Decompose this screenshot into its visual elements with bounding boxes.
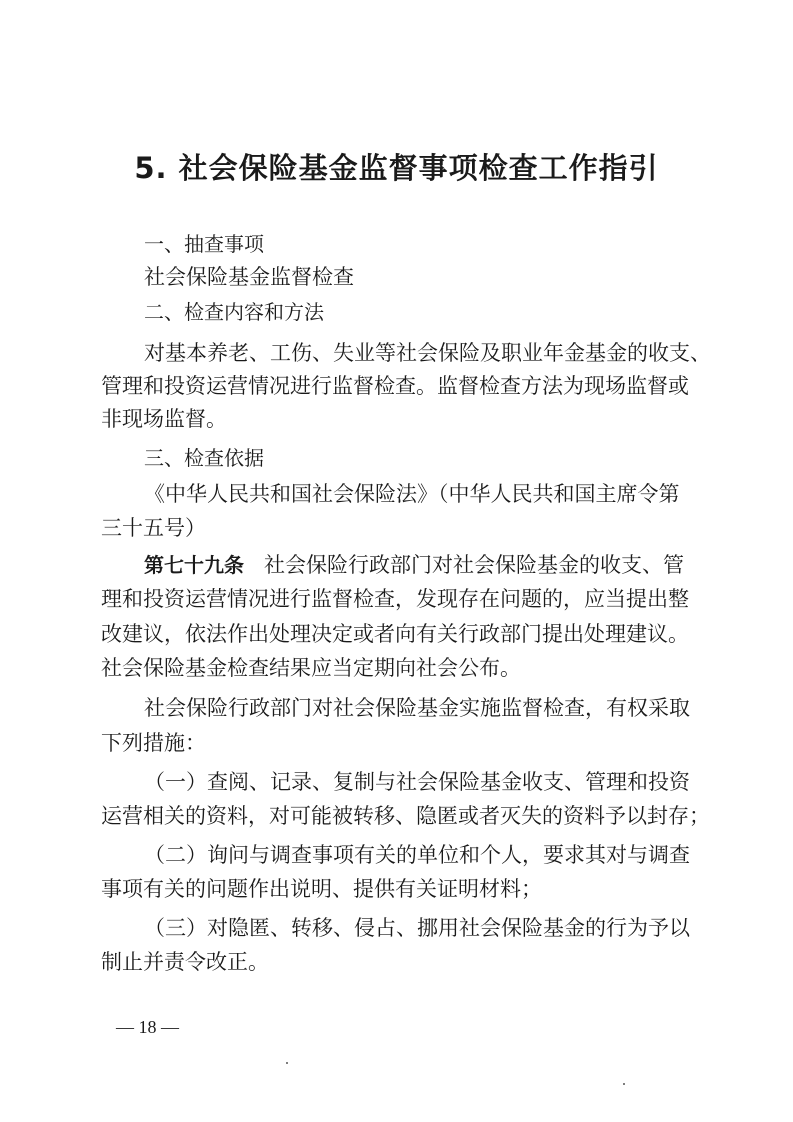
section-heading-content-method: 二、检查内容和方法 (144, 300, 324, 324)
inspection-item-text: 社会保险基金监督检查 (144, 265, 354, 289)
article-79-line (144, 553, 684, 577)
section-heading-inspection-item: 一、抽查事项 (144, 232, 264, 256)
page-number: — 18 — (116, 1017, 179, 1037)
article-79-line: 社会保险基金检查结果应当定期向社会公布。 (101, 656, 521, 680)
article-79-line: 理和投资运营情况进行监督检查，发现存在问题的，应当提出整 (101, 587, 689, 611)
measure-item: （一）查阅、记录、复制与社会保险基金收支、管理和投资 (144, 770, 690, 794)
article-79-text: 社会保险行政部门对社会保险基金的收支、管 (264, 553, 684, 577)
measure-item: 制止并责令改正。 (101, 950, 269, 974)
scan-speck (623, 1083, 625, 1085)
article-79-measures-intro: 下列措施： (101, 731, 206, 755)
measure-item: 事项有关的问题作出说明、提供有关证明材料； (101, 877, 542, 901)
content-method-line: 管理和投资运营情况进行监督检查。监督检查方法为现场监督或 (101, 374, 689, 398)
content-method-line: 非现场监督。 (101, 407, 227, 431)
section-heading-basis: 三、检查依据 (144, 446, 264, 470)
measure-item: 运营相关的资料，对可能被转移、隐匿或者灭失的资料予以封存； (101, 804, 710, 828)
document-title: 5. 社会保险基金监督事项检查工作指引 (134, 151, 659, 185)
measure-item: （二）询问与调查事项有关的单位和个人，要求其对与调查 (144, 843, 690, 867)
law-reference-line: 三十五号） (101, 516, 206, 540)
article-79-label: 第七十九条 (144, 553, 244, 577)
scan-speck (286, 1062, 288, 1064)
measure-item: （三）对隐匿、转移、侵占、挪用社会保险基金的行为予以 (144, 916, 690, 940)
article-79-measures-intro: 社会保险行政部门对社会保险基金实施监督检查，有权采取 (144, 696, 690, 720)
article-79-line: 改建议，依法作出处理决定或者向有关行政部门提出处理建议。 (101, 622, 689, 646)
content-method-line: 对基本养老、工伤、失业等社会保险及职业年金基金的收支、 (144, 341, 711, 365)
law-reference-line: 《中华人民共和国社会保险法》（中华人民共和国主席令第 (144, 482, 680, 506)
